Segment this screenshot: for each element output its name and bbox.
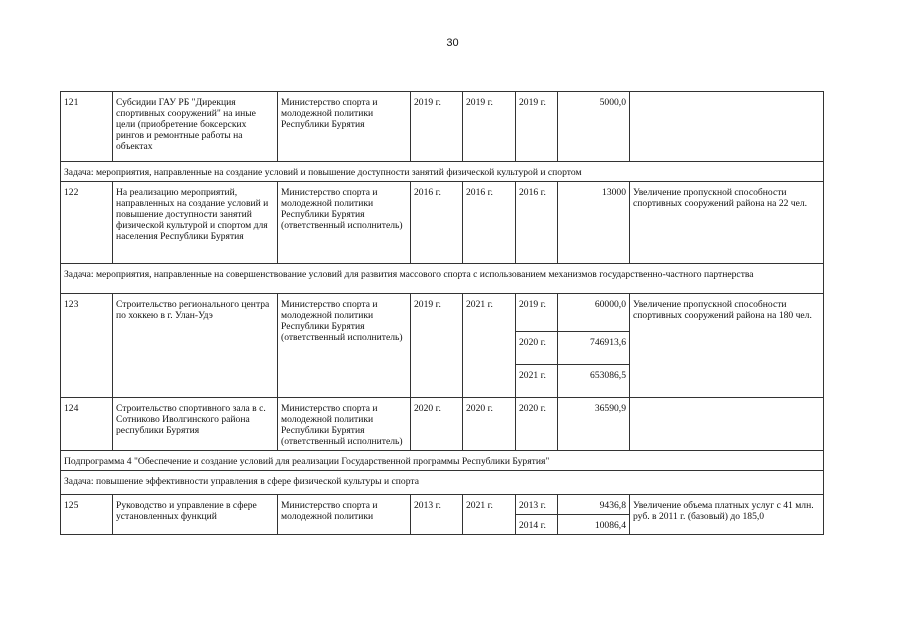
funding-amount: 13000 [558,182,630,264]
executor: Министерство спорта и молодежной политики Республики Бурятия [278,92,411,162]
task-row [61,264,824,294]
funding-amount: 9436,8 [558,495,630,515]
expected-result: Увеличение пропускной способности спортивных сооружений района на 22 чел. [630,182,824,264]
end-year: 2021 г. [463,495,516,535]
row-number: 125 [61,495,113,535]
funding-year: 2014 г. [516,515,558,535]
activity-name: На реализацию мероприятий, направленных на создание условий и повышение доступности занятий физической культурой и спортом для населения Республики Бурятия [113,182,278,264]
activity-row [61,92,824,162]
funding-year: 2019 г. [516,294,558,332]
task-row [61,451,824,471]
activity-name: Субсидии ГАУ РБ "Дирекция спортивных сооружений" на иные цели (приобретение боксерских рингов и ремонтные работы на объектах [113,92,278,162]
activity-name: Строительство регионального центра по хоккею в г. Улан-Удэ [113,294,278,398]
funding-amount: 653086,5 [558,365,630,398]
task-heading: Подпрограмма 4 "Обеспечение и создание условий для реализации Государственной программы Республики Бурятия" [61,451,824,471]
task-row [61,471,824,495]
activity-row [61,495,824,515]
start-year: 2016 г. [411,182,463,264]
expected-result [630,92,824,162]
activity-name: Руководство и управление в сфере установленных функций [113,495,278,535]
table-body [61,92,824,535]
funding-amount: 5000,0 [558,92,630,162]
end-year: 2020 г. [463,398,516,451]
funding-year: 2020 г. [516,332,558,365]
funding-amount: 746913,6 [558,332,630,365]
activity-row [61,398,824,451]
end-year: 2019 г. [463,92,516,162]
task-heading: Задача: мероприятия, направленные на создание условий и повышение доступности занятий физической культурой и спортом [61,162,824,182]
start-year: 2019 г. [411,294,463,398]
funding-amount: 10086,4 [558,515,630,535]
activity-row [61,294,824,332]
funding-year: 2020 г. [516,398,558,451]
executor: Министерство спорта и молодежной политики Республики Бурятия (ответственный исполнитель) [278,398,411,451]
funding-year: 2016 г. [516,182,558,264]
task-heading: Задача: мероприятия, направленные на совершенствование условий для развития массового спорта с использованием механизмов государственно-частного партнерства [61,264,824,294]
activity-row [61,182,824,264]
funding-amount: 36590,9 [558,398,630,451]
funding-amount: 60000,0 [558,294,630,332]
end-year: 2016 г. [463,182,516,264]
activity-name: Строительство спортивного зала в с. Сотниково Иволгинского района республики Бурятия [113,398,278,451]
program-activities-table [60,91,824,535]
executor: Министерство спорта и молодежной политики Республики Бурятия (ответственный исполнитель) [278,182,411,264]
expected-result: Увеличение объема платных услуг с 41 млн. руб. в 2011 г. (базовый) до 185,0 [630,495,824,535]
start-year: 2020 г. [411,398,463,451]
row-number: 124 [61,398,113,451]
row-number: 121 [61,92,113,162]
task-row [61,162,824,182]
expected-result: Увеличение пропускной способности спортивных сооружений района на 180 чел. [630,294,824,398]
page-number: 30 [446,37,459,49]
funding-year: 2021 г. [516,365,558,398]
funding-year: 2019 г. [516,92,558,162]
funding-year: 2013 г. [516,495,558,515]
task-heading: Задача: повышение эффективности управления в сфере физической культуры и спорта [61,471,824,495]
start-year: 2019 г. [411,92,463,162]
start-year: 2013 г. [411,495,463,535]
expected-result [630,398,824,451]
row-number: 122 [61,182,113,264]
executor: Министерство спорта и молодежной политики [278,495,411,535]
executor: Министерство спорта и молодежной политики Республики Бурятия (ответственный исполнитель) [278,294,411,398]
row-number: 123 [61,294,113,398]
end-year: 2021 г. [463,294,516,398]
